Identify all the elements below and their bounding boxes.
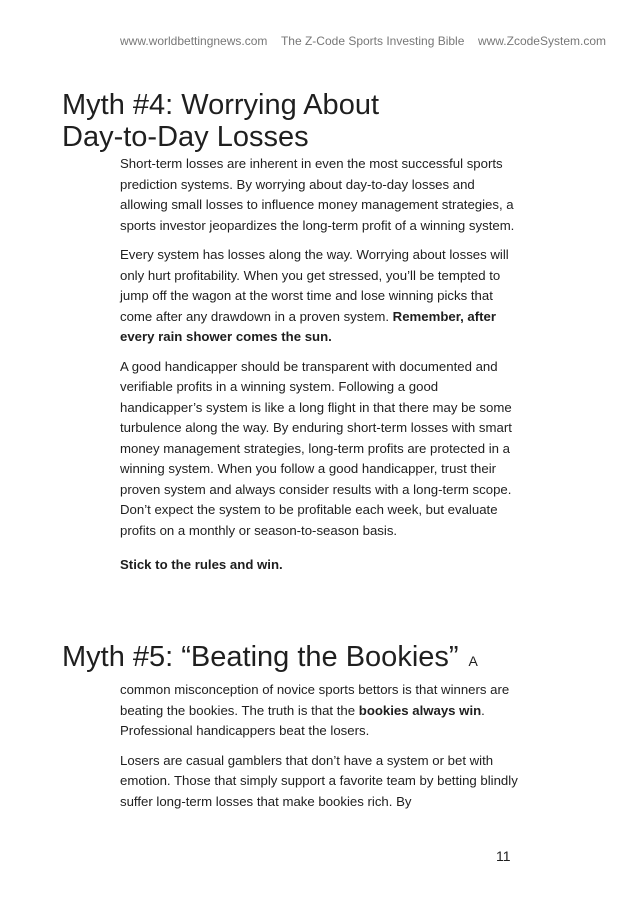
myth4-paragraph-2 xyxy=(120,245,520,348)
myth4-paragraph-3: A good handicapper should be transparent with documented and verifiable profits in a winning system. Following a good handicapper’s system is like a long flight in that there may be some turbulence along the way. By enduring short-term losses with smart money management strategies, long-term profits are protected in a winning system. When you follow a good handicapper, trust their proven system and always consider results with a long-term scope. Don’t expect the system to be profitable each week, but evaluate profits on a monthly or season-to-season basis. xyxy=(120,358,512,538)
myth4-title-line1: Myth #4: Worrying About xyxy=(62,89,380,121)
myth4-body xyxy=(120,154,520,585)
header-book-title: The Z-Code Sports Investing Bible xyxy=(280,34,465,48)
page-header xyxy=(120,34,606,48)
myth5-title-text: Myth #5: “Beating the Bookies” xyxy=(62,641,459,673)
myth5-paragraph-1-emphasis: bookies always win xyxy=(358,702,482,718)
myth4-closing-line: Stick to the rules and win. xyxy=(120,557,283,572)
myth5-lead-letter: A xyxy=(468,653,478,669)
myth5-title xyxy=(62,641,478,674)
myth5-paragraph-1-text: common misconception of novice sports bettors is that winners are beating the bookies. The truth is that the xyxy=(120,682,510,718)
header-right-url: www.ZcodeSystem.com xyxy=(477,34,606,48)
myth4-paragraph-2-text: Every system has losses along the way. Worrying about losses will only hurt profitability. When you get stressed, you’ll be tempted to jump off the wagon at the worst time and lose winning picks that come after any drawdown in a proven system. xyxy=(120,247,509,324)
myth4-title xyxy=(62,89,379,153)
myth5-body xyxy=(120,680,520,821)
myth4-title-line2: Day-to-Day Losses xyxy=(62,121,309,153)
header-left-url: www.worldbettingnews.com xyxy=(120,34,268,48)
myth5-paragraph-2: Losers are casual gamblers that don’t have a system or bet with emotion. Those that simply support a favorite team by betting blindly suffer long-term losses that make bookies rich. By xyxy=(120,752,518,809)
page-number: 11 xyxy=(496,848,511,864)
myth5-paragraph-1-tail: . Professional handicappers beat the losers. xyxy=(120,702,485,738)
myth5-paragraph-1 xyxy=(120,680,520,742)
myth4-paragraph-2-emphasis: Remember, after every rain shower comes the sun. xyxy=(120,308,497,344)
myth4-paragraph-1: Short-term losses are inherent in even the most successful sports prediction systems. By worrying about day-to-day losses and allowing small losses to influence money management strategies, a sports investor jeopardizes the long-term profit of a winning system. xyxy=(120,156,515,233)
